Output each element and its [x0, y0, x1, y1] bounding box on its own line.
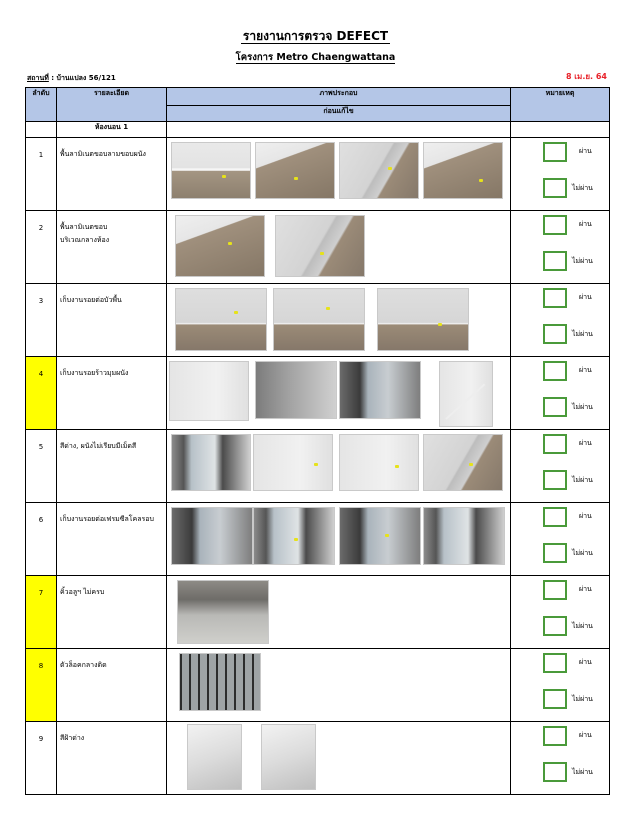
fail-checkbox[interactable] — [543, 251, 567, 271]
fail-checkbox[interactable] — [543, 178, 567, 198]
room-label: ห้องนอน 1 — [57, 122, 167, 138]
defect-marker — [314, 463, 318, 466]
pass-checkbox[interactable] — [543, 215, 567, 235]
defect-photo — [439, 361, 493, 427]
project-name: Metro Chaengwattana — [276, 52, 396, 63]
table-row — [26, 357, 610, 430]
fail-label: ไม่ผ่าน — [572, 622, 593, 630]
defect-marker — [294, 538, 298, 541]
header-images: ภาพประกอบ — [167, 88, 511, 106]
defect-photo — [273, 288, 365, 351]
item-notes — [511, 503, 610, 576]
item-description — [57, 357, 167, 430]
pass-checkbox[interactable] — [543, 434, 567, 454]
item-photos — [167, 357, 511, 430]
header-no: ลำดับ — [26, 88, 57, 122]
header-desc: รายละเอียด — [57, 88, 167, 122]
item-number: 3 — [26, 284, 57, 357]
pass-checkbox[interactable] — [543, 288, 567, 308]
item-notes — [511, 211, 610, 284]
table-row — [26, 138, 610, 211]
defect-photo — [377, 288, 469, 351]
fail-checkbox[interactable] — [543, 324, 567, 344]
location-label: สถานที่ — [27, 74, 49, 82]
pass-label: ผ่าน — [579, 220, 592, 228]
item-photos — [167, 649, 511, 722]
defect-photo — [171, 142, 251, 199]
defect-photo — [423, 507, 505, 565]
defect-photo — [255, 361, 337, 419]
defect-photo — [175, 288, 267, 351]
item-number: 6 — [26, 503, 57, 576]
item-photos — [167, 211, 511, 284]
defect-photo — [179, 653, 261, 711]
report-title: รายงานการตรวจ DEFECT — [242, 29, 389, 43]
pass-label: ผ่าน — [579, 293, 592, 301]
defect-table — [25, 87, 610, 795]
fail-checkbox[interactable] — [543, 616, 567, 636]
fail-label: ไม่ผ่าน — [572, 476, 593, 484]
pass-checkbox[interactable] — [543, 726, 567, 746]
defect-photo — [423, 434, 503, 491]
defect-marker — [320, 252, 324, 255]
pass-label: ผ่าน — [579, 585, 592, 593]
item-notes — [511, 430, 610, 503]
pass-label: ผ่าน — [579, 731, 592, 739]
fail-checkbox[interactable] — [543, 689, 567, 709]
defect-marker — [395, 465, 399, 468]
fail-label: ไม่ผ่าน — [572, 549, 593, 557]
pointer-rod — [445, 383, 485, 419]
item-notes — [511, 138, 610, 211]
item-description-line: เก็บงานรอยต่อบัวพื้น — [60, 296, 122, 304]
defect-photo — [339, 434, 419, 491]
table-row — [26, 211, 610, 284]
item-description — [57, 211, 167, 284]
item-description — [57, 284, 167, 357]
defect-marker — [388, 167, 392, 170]
item-description — [57, 138, 167, 211]
table-row — [26, 284, 610, 357]
table-row — [26, 649, 610, 722]
table-row — [26, 722, 610, 795]
fail-checkbox[interactable] — [543, 397, 567, 417]
item-number: 1 — [26, 138, 57, 211]
report-date: 8 เม.ย. 64 — [565, 72, 607, 81]
defect-photo — [339, 142, 419, 199]
fail-checkbox[interactable] — [543, 470, 567, 490]
item-description — [57, 503, 167, 576]
item-description-line: บริเวณกลางห้อง — [60, 236, 110, 244]
defect-photo — [171, 507, 253, 565]
defect-photo — [339, 361, 421, 419]
defect-marker — [222, 175, 226, 178]
fail-label: ไม่ผ่าน — [572, 403, 593, 411]
item-number: 8 — [26, 649, 57, 722]
defect-photo — [169, 361, 249, 421]
pass-checkbox[interactable] — [543, 507, 567, 527]
project-label: โครงการ — [235, 52, 274, 63]
item-description-line: ตัวล็อคกลางติด — [60, 661, 107, 669]
room-row — [26, 122, 610, 138]
item-photos — [167, 722, 511, 795]
defect-photo — [253, 434, 333, 491]
fail-label: ไม่ผ่าน — [572, 768, 593, 776]
defect-photo — [261, 724, 316, 790]
defect-marker — [228, 242, 232, 245]
item-description-line: คิ้วอลูฯ ไม่ครบ — [60, 588, 105, 596]
pass-label: ผ่าน — [579, 512, 592, 520]
item-description-line: สีด่าง, ผนังไม่เรียบมีเม็ดสี — [60, 442, 137, 450]
location-value: : บ้านแปลง 56/121 — [51, 74, 116, 82]
item-number: 4 — [26, 357, 57, 430]
table-row — [26, 576, 610, 649]
defect-marker — [479, 179, 483, 182]
fail-checkbox[interactable] — [543, 543, 567, 563]
defect-marker — [326, 307, 330, 310]
item-notes — [511, 284, 610, 357]
defect-marker — [438, 323, 442, 326]
item-description — [57, 430, 167, 503]
defect-photo — [175, 215, 265, 277]
item-description — [57, 649, 167, 722]
item-description-line: สีฝ้าด่าง — [60, 734, 85, 742]
item-number: 2 — [26, 211, 57, 284]
project-line — [0, 51, 631, 65]
header-notes: หมายเหตุ — [511, 88, 610, 122]
defect-photo — [177, 580, 269, 644]
defect-photo — [187, 724, 242, 790]
defect-photo — [339, 507, 421, 565]
item-description-line: พื้นลามิเนตขอบลามขอบผนัง — [60, 150, 146, 158]
item-number: 7 — [26, 576, 57, 649]
pass-label: ผ่าน — [579, 439, 592, 447]
fail-checkbox[interactable] — [543, 762, 567, 782]
item-description-line: พื้นลามิเนตขอบ — [60, 223, 108, 231]
defect-photo — [275, 215, 365, 277]
item-notes — [511, 576, 610, 649]
item-photos — [167, 430, 511, 503]
item-photos — [167, 576, 511, 649]
defect-photo — [255, 142, 335, 199]
pass-checkbox[interactable] — [543, 580, 567, 600]
item-description-line: เก็บงานรอยต่อเฟรมซีลโคลรอบ — [60, 515, 154, 523]
location-line — [27, 73, 116, 83]
item-notes — [511, 357, 610, 430]
table-row — [26, 503, 610, 576]
pass-label: ผ่าน — [579, 658, 592, 666]
item-notes — [511, 722, 610, 795]
pass-checkbox[interactable] — [543, 361, 567, 381]
pass-checkbox[interactable] — [543, 653, 567, 673]
header-images-sub: ก่อนแก้ไข — [167, 106, 511, 122]
item-number: 5 — [26, 430, 57, 503]
pass-label: ผ่าน — [579, 366, 592, 374]
defect-marker — [294, 177, 298, 180]
fail-label: ไม่ผ่าน — [572, 184, 593, 192]
defect-marker — [469, 463, 473, 466]
pass-label: ผ่าน — [579, 147, 592, 155]
defect-photo — [253, 507, 335, 565]
item-description — [57, 576, 167, 649]
item-description — [57, 722, 167, 795]
fail-label: ไม่ผ่าน — [572, 257, 593, 265]
fail-label: ไม่ผ่าน — [572, 695, 593, 703]
item-photos — [167, 503, 511, 576]
defect-marker — [234, 311, 238, 314]
item-description-line: เก็บงานรอยร้าวมุมผนัง — [60, 369, 129, 377]
defect-marker — [385, 534, 389, 537]
table-row — [26, 430, 610, 503]
item-number: 9 — [26, 722, 57, 795]
pass-checkbox[interactable] — [543, 142, 567, 162]
defect-photo — [423, 142, 503, 199]
fail-label: ไม่ผ่าน — [572, 330, 593, 338]
defect-photo — [171, 434, 251, 491]
item-photos — [167, 138, 511, 211]
item-notes — [511, 649, 610, 722]
item-photos — [167, 284, 511, 357]
